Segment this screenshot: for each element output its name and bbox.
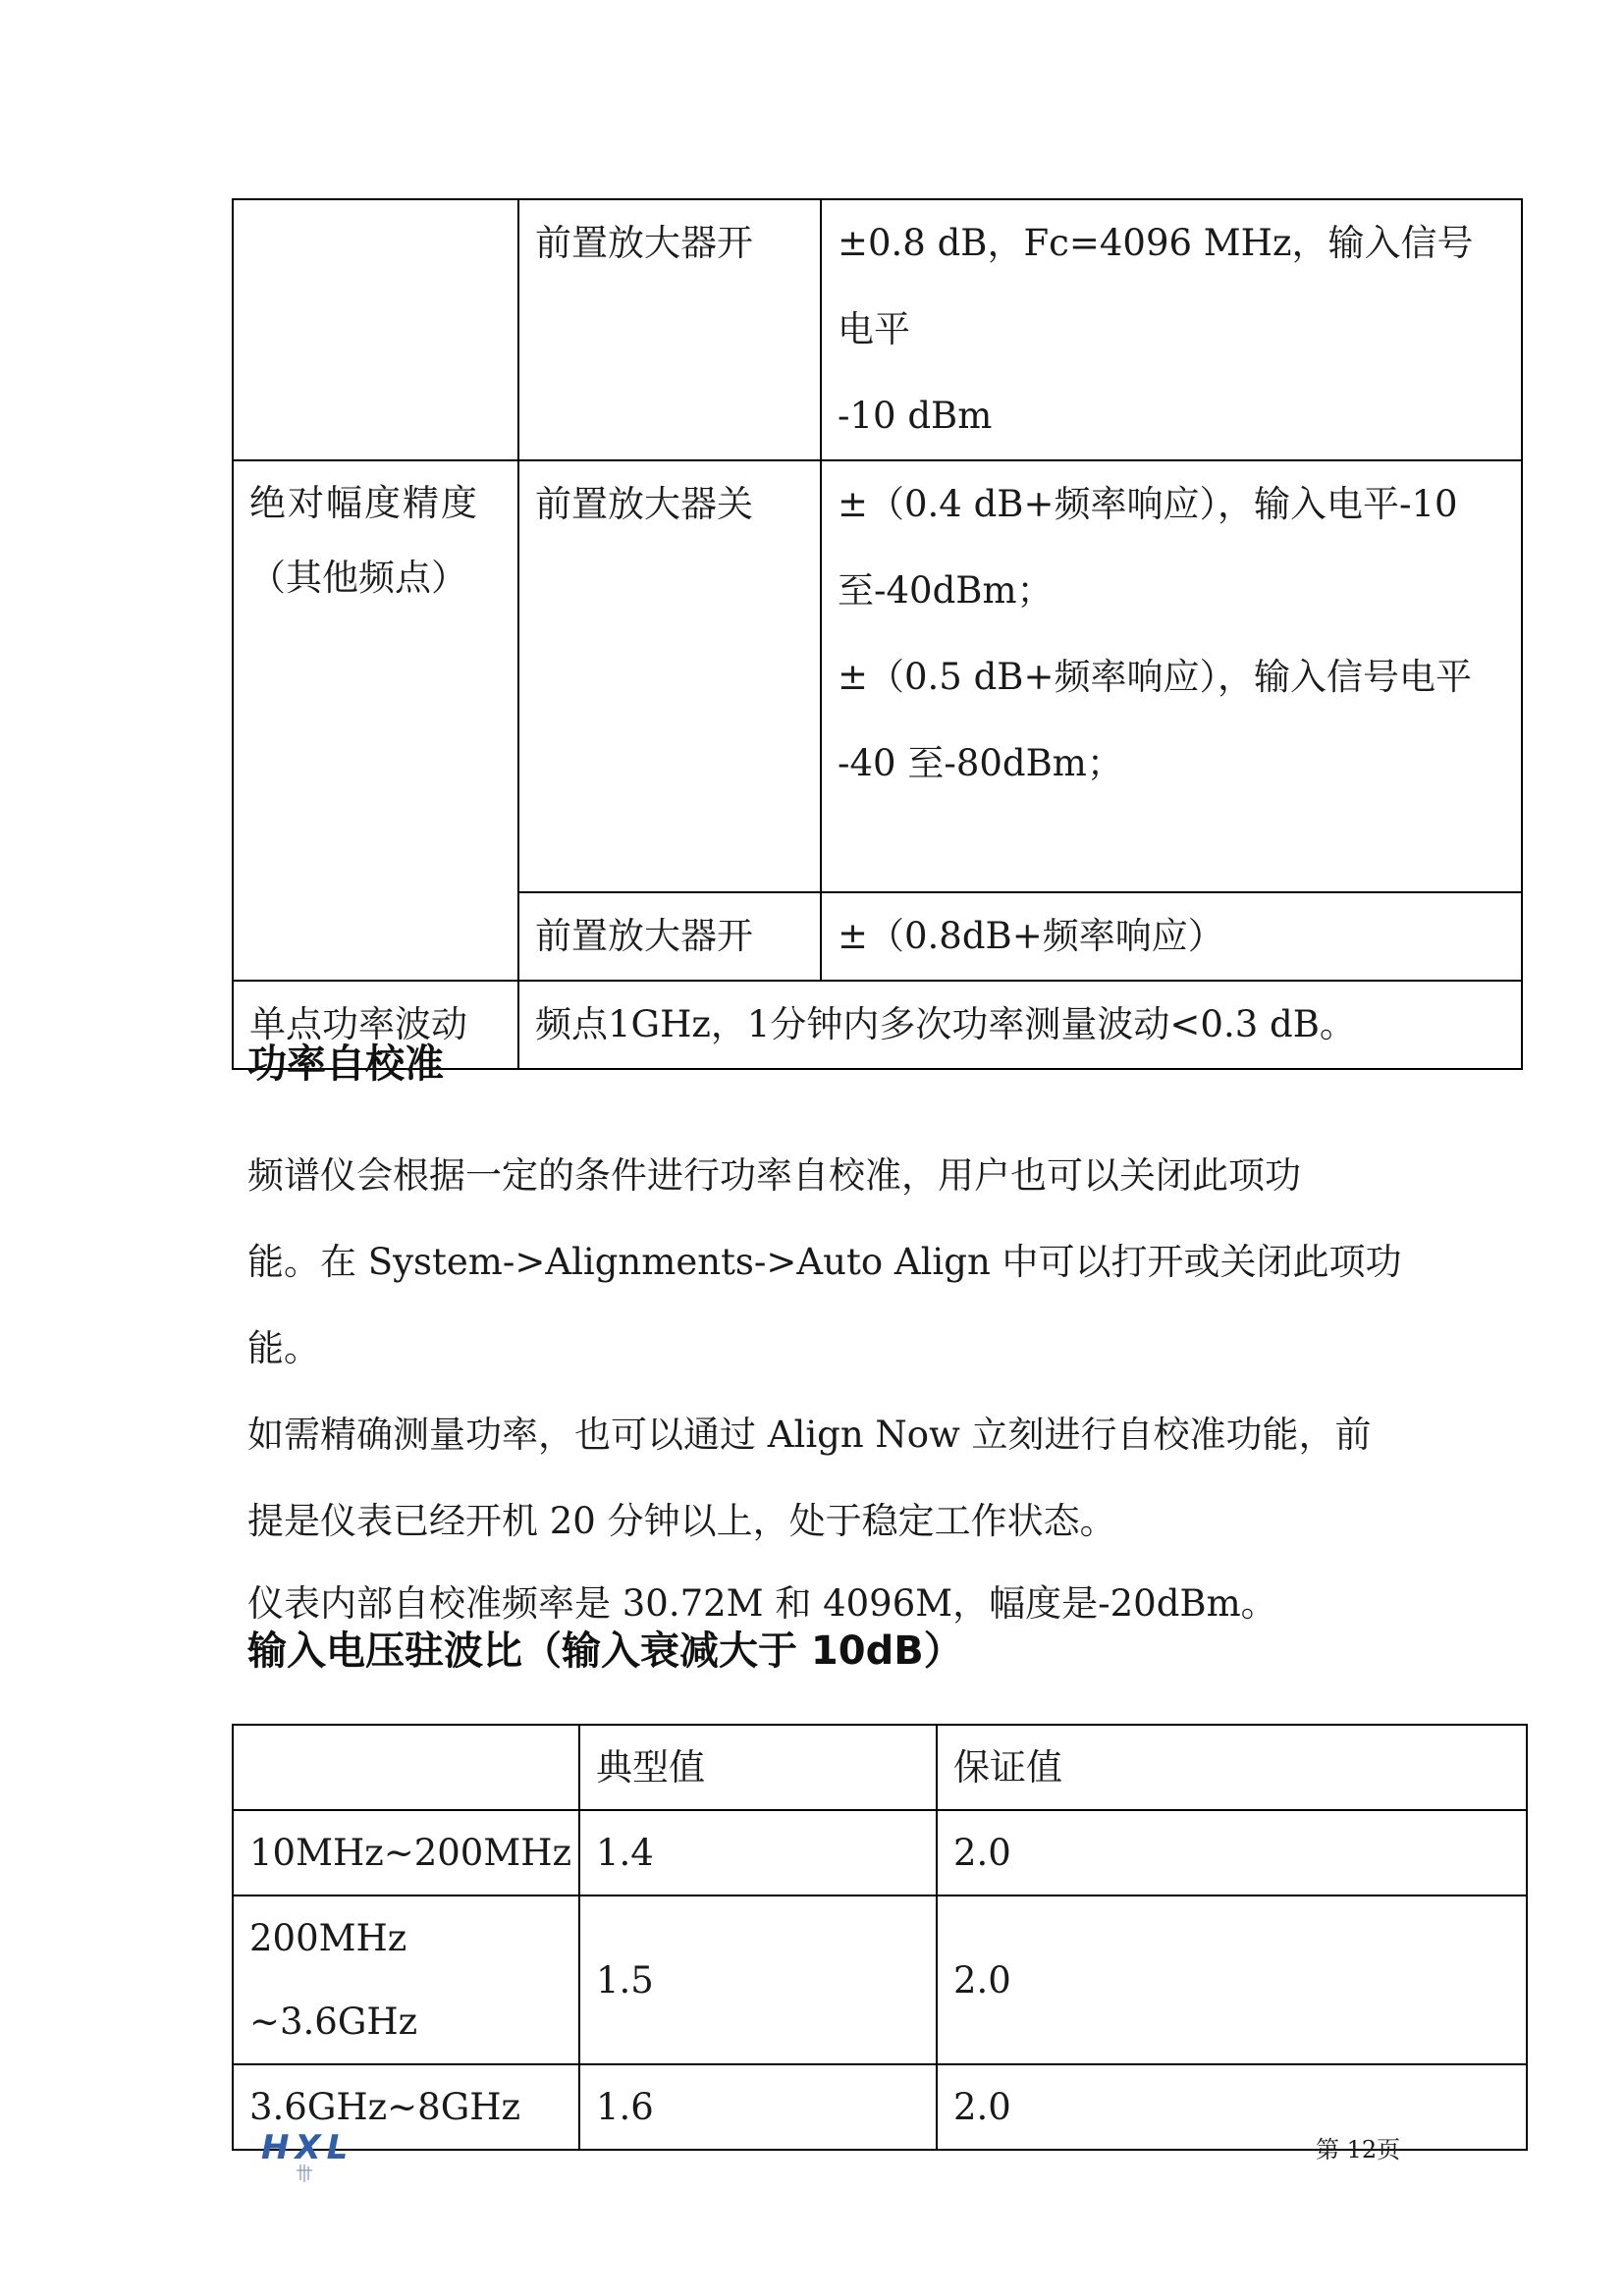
table-row bbox=[233, 1810, 1527, 1896]
cell-line: （其他频点） bbox=[249, 557, 467, 599]
table-cell bbox=[821, 199, 1522, 460]
table-cell: 前置放大器开 bbox=[518, 199, 821, 460]
paragraph-line: 能。在 System->Alignments->Auto Align 中可以打开或关闭此项功能。 bbox=[247, 1241, 1402, 1369]
table-row bbox=[233, 460, 1522, 892]
paragraph-line: 仪表内部自校准频率是 30.72M 和 4096M，幅度是-20dBm。 bbox=[247, 1582, 1277, 1625]
table-cell: 前置放大器关 bbox=[518, 460, 821, 892]
cell-line: -10 dBm bbox=[838, 395, 993, 437]
table-cell: 1.4 bbox=[579, 1810, 937, 1896]
cell-line: ±（0.5 dB+频率响应），输入信号电平 bbox=[838, 656, 1472, 698]
table-cell: 3.6GHz~8GHz bbox=[233, 2064, 579, 2150]
cell-line: 至-40dBm； bbox=[838, 569, 1054, 612]
section-heading: 功率自校准 bbox=[247, 1041, 444, 1087]
table-cell bbox=[233, 460, 518, 981]
table-header-cell: 典型值 bbox=[579, 1725, 937, 1810]
table-cell: 2.0 bbox=[937, 1810, 1527, 1896]
section-heading: 输入电压驻波比（输入衰减大于 10dB） bbox=[247, 1629, 963, 1674]
table-header-row bbox=[233, 1725, 1527, 1810]
cell-line: 绝对幅度精度 bbox=[249, 482, 479, 524]
paragraph-line: 如需精确测量功率，也可以通过 Align Now 立刻进行自校准功能，前 bbox=[247, 1414, 1372, 1456]
paragraph-line: 频谱仪会根据一定的条件进行功率自校准，用户也可以关闭此项功 bbox=[247, 1154, 1301, 1197]
table-cell: 2.0 bbox=[937, 1896, 1527, 2064]
table-cell: 频点1GHz，1分钟内多次功率测量波动<0.3 dB。 bbox=[518, 981, 1522, 1069]
paragraph-line: 提是仪表已经开机 20 分钟以上，处于稳定工作状态。 bbox=[247, 1500, 1116, 1542]
table-cell: 200MHz ~3.6GHz bbox=[233, 1896, 579, 2064]
table-header-cell: 保证值 bbox=[937, 1725, 1527, 1810]
table-row bbox=[233, 199, 1522, 460]
table-cell-empty bbox=[233, 199, 518, 460]
table-cell: 前置放大器开 bbox=[518, 892, 821, 981]
table-cell bbox=[821, 460, 1522, 892]
table-cell: 1.5 bbox=[579, 1896, 937, 2064]
vswr-table bbox=[232, 1724, 1528, 2151]
company-logo bbox=[261, 2125, 371, 2184]
spec-table bbox=[232, 198, 1523, 1070]
table-cell: ±（0.8dB+频率响应） bbox=[821, 892, 1522, 981]
table-cell: 1.6 bbox=[579, 2064, 937, 2150]
page-number: 第 12页 bbox=[1316, 2136, 1401, 2163]
cell-line: -40 至-80dBm； bbox=[838, 742, 1123, 784]
logo-text: HXL bbox=[261, 2128, 354, 2167]
cell-line: ±（0.4 dB+频率响应），输入电平-10 bbox=[838, 483, 1458, 525]
table-cell: 单点功率波动 bbox=[233, 981, 518, 1069]
section-paragraph bbox=[247, 1133, 1465, 1647]
table-header-cell bbox=[233, 1725, 579, 1810]
table-cell: 2.0 bbox=[937, 2064, 1527, 2150]
table-cell: 10MHz~200MHz bbox=[233, 1810, 579, 1896]
table-row bbox=[233, 1896, 1527, 2064]
cell-line: ±0.8 dB，Fc=4096 MHz，输入信号电平 bbox=[838, 222, 1474, 350]
